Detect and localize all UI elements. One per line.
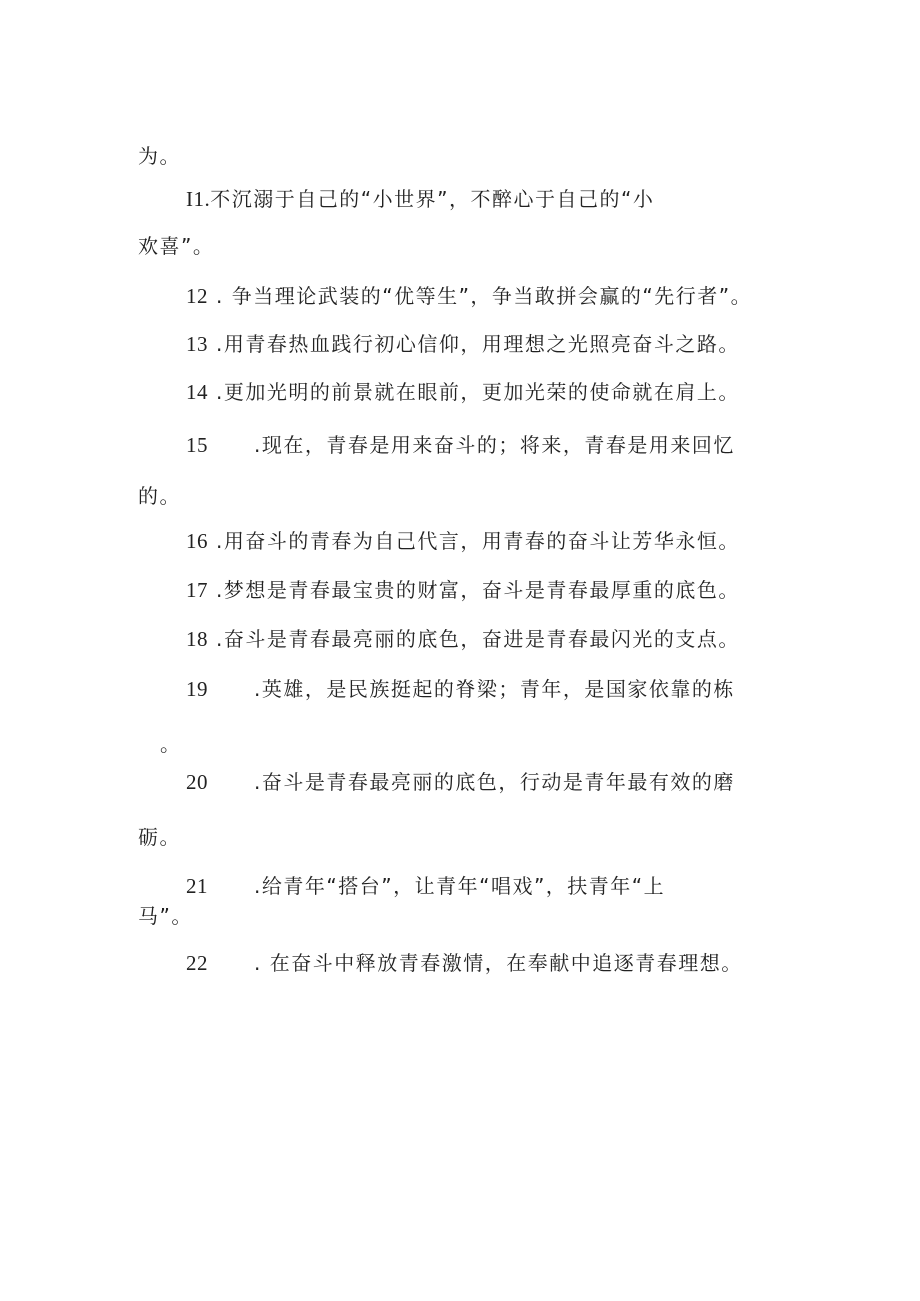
item-number: 17 [186,578,208,602]
item-number: 14 [186,380,208,404]
item-text: .用青春热血践行初心信仰，用理想之光照亮奋斗之路。 [216,332,740,356]
item-text: .现在，青春是用来奋斗的；将来，青春是用来回忆 [254,433,735,457]
list-item [186,768,735,796]
list-item [186,949,743,977]
list-item [186,675,735,703]
list-item [186,576,740,604]
item-text-wrap: 砺。 [138,825,181,849]
item-number: 12 [186,284,208,308]
item-number: 22 [186,951,208,975]
item-text: .梦想是青春最宝贵的财富，奋斗是青春最厚重的底色。 [216,578,740,602]
list-item [186,330,740,358]
list-item [186,185,654,213]
item-number: 18 [186,627,208,651]
item-text: .更加光明的前景就在眼前，更加光荣的使命就在肩上。 [216,380,740,404]
item-text: .奋斗是青春最亮丽的底色，行动是青年最有效的磨 [254,770,735,794]
list-item [186,431,735,459]
item-number: 13 [186,332,208,356]
item-number: 19 [186,677,208,701]
item-text: .英雄，是民族挺起的脊梁；青年，是国家依靠的栋 [254,677,735,701]
list-item [186,625,740,653]
item-text-wrap: 欢喜”。 [138,234,215,258]
list-item [186,872,665,900]
item-text: .用奋斗的青春为自己代言，用青春的奋斗让芳华永恒。 [216,529,740,553]
item-text: . 争当理论武装的“优等生”，争当敢拼会赢的“先行者”。 [216,284,753,308]
list-item [186,527,740,555]
item-text: 不沉溺于自己的“小世界”，不醉心于自己的“小 [210,187,655,211]
item-number: 15 [186,433,208,457]
item-text-wrap: 。 [160,732,182,756]
continuation-text: 为。 [138,144,181,168]
item-text-wrap: 马”。 [138,904,193,928]
item-text: .给青年“搭台”，让青年“唱戏”，扶青年“上 [254,874,666,898]
item-number: 21 [186,874,208,898]
item-text-wrap: 的。 [138,484,181,508]
item-number: 20 [186,770,208,794]
list-item [186,282,752,310]
list-item [186,378,740,406]
item-text: .奋斗是青春最亮丽的底色，奋进是青春最闪光的支点。 [216,627,740,651]
item-text: . 在奋斗中释放青春激情，在奉献中追逐青春理想。 [254,951,743,975]
item-number: 16 [186,529,208,553]
item-number: I1. [186,187,211,211]
